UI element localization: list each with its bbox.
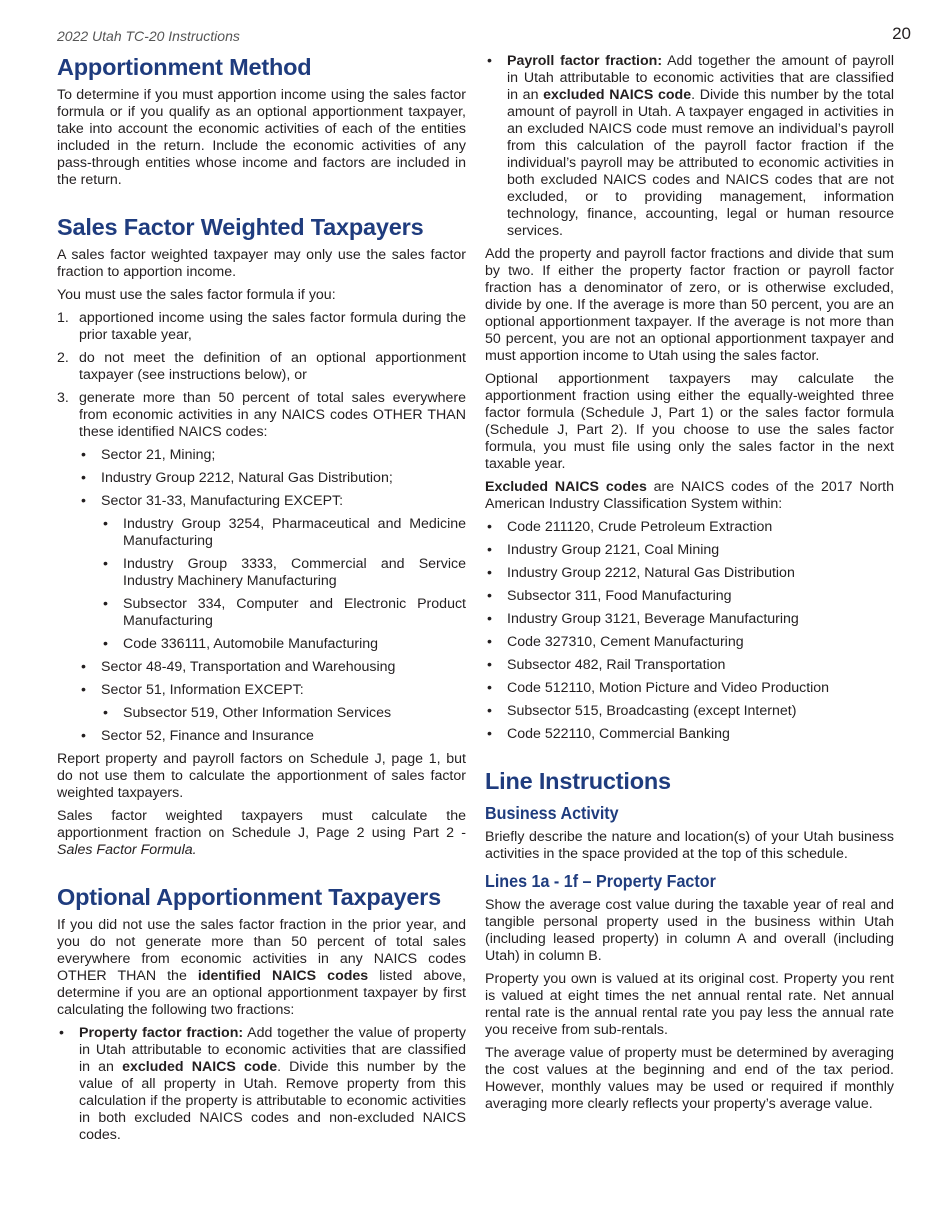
- list-number: 1.: [57, 310, 69, 326]
- list-item: [57, 390, 466, 441]
- excluded-code-bullet: • Subsector 482, Rail Transportation: [487, 657, 726, 673]
- naics-sub-bullet: • Industry Group 3254, Pharmaceutical and Medicine Manufacturing: [103, 516, 466, 549]
- sales-factor-heading: Sales Factor Weighted Taxpayers: [57, 214, 424, 240]
- business-activity-heading: Business Activity: [485, 803, 619, 823]
- list-text: apportioned income using the sales factor formula during the prior taxable year,: [79, 310, 466, 343]
- excluded-code-bullet: • Code 211120, Crude Petroleum Extraction: [487, 519, 773, 535]
- optional-apportionment-paragraph: If you did not use the sales factor fraction in the prior year, and you do not generate more than 50 percent of total sales everywhere from economic activities in any NAICS codes OTHER THAN the identified NAICS codes listed above, determine if you are an optional apportionment taxpayer by first calculating the following two fractions:: [57, 917, 466, 1018]
- naics-sub-bullet: • Subsector 519, Other Information Services: [103, 705, 392, 721]
- page-number: 20: [892, 24, 911, 43]
- apportionment-heading: Apportionment Method: [57, 54, 312, 80]
- sales-factor-intro: You must use the sales factor formula if you:: [57, 287, 336, 303]
- list-text: generate more than 50 percent of total sales everywhere from economic activities in any NAICS codes OTHER THAN these identified NAICS codes:: [79, 390, 466, 440]
- naics-sub-bullet: • Subsector 334, Computer and Electronic Product Manufacturing: [103, 596, 466, 629]
- apportionment-paragraph: To determine if you must apportion income using the sales factor formula or if you qualify as an optional apportionment taxpayer, take into account the economic activities of each of the entities included in the return. Include the economic activities of any pass-through entities whose income and factors are included in the return.: [57, 87, 466, 188]
- left-column: [57, 53, 466, 1150]
- naics-bullet: • Industry Group 2212, Natural Gas Distribution;: [81, 470, 393, 486]
- document-header: 2022 Utah TC-20 Instructions: [57, 28, 240, 44]
- list-number: 3.: [57, 390, 69, 406]
- list-item: [57, 310, 466, 344]
- naics-bullet: • Sector 48-49, Transportation and Warehousing: [81, 659, 396, 675]
- excluded-code-bullet: • Code 522110, Commercial Banking: [487, 726, 730, 742]
- optional-formula-paragraph: Optional apportionment taxpayers may calculate the apportionment fraction using either the equally-weighted three factor formula (Schedule J, Part 1) or the sales factor formula (Schedule J, Part 2). If you choose to use the sales factor formula, you must file using only the sales factor in the next taxable year.: [485, 371, 894, 472]
- naics-bullet: • Sector 52, Finance and Insurance: [81, 728, 314, 744]
- right-column: [485, 53, 894, 1119]
- sales-factor-paragraph: A sales factor weighted taxpayer may only use the sales factor fraction to apportion income.: [57, 247, 466, 280]
- excluded-code-bullet: • Industry Group 3121, Beverage Manufacturing: [487, 611, 799, 627]
- excluded-naics-paragraph: Excluded NAICS codes are NAICS codes of the 2017 North American Industry Classification System within:: [485, 479, 895, 512]
- excluded-code-bullet: • Subsector 311, Food Manufacturing: [487, 588, 732, 604]
- list-item: [57, 350, 466, 384]
- business-activity-paragraph: Briefly describe the nature and location(s) of your Utah business activities in the space provided at the top of this schedule.: [485, 829, 894, 862]
- optional-apportionment-heading: Optional Apportionment Taxpayers: [57, 884, 442, 910]
- sales-factor-calc-paragraph: Sales factor weighted taxpayers must calculate the apportionment fraction on Schedule J, Page 2 using Part 2 - Sales Factor Formula.: [57, 808, 466, 858]
- naics-bullet: • Sector 31-33, Manufacturing EXCEPT:: [81, 493, 344, 509]
- property-average-paragraph: The average value of property must be determined by averaging the cost values at the beginning and end of the tax period. However, monthly values may be used or required if monthly averaging more clearly reflects your property’s average value.: [485, 1045, 894, 1112]
- naics-sub-bullet: • Code 336111, Automobile Manufacturing: [103, 636, 379, 652]
- excluded-code-bullet: • Code 327310, Cement Manufacturing: [487, 634, 744, 650]
- excluded-code-bullet: • Industry Group 2212, Natural Gas Distribution: [487, 565, 795, 581]
- property-factor-heading: Lines 1a - 1f – Property Factor: [485, 871, 716, 891]
- property-factor-paragraph: Show the average cost value during the taxable year of real and tangible personal property used in the business within Utah (including leased property) in column A and overall (including Utah) in column B.: [485, 897, 894, 964]
- naics-bullet: • Sector 21, Mining;: [81, 447, 216, 463]
- average-fraction-paragraph: Add the property and payroll factor fractions and divide that sum by two. If either the property factor fraction or payroll factor fraction has a denominator of zero, or is otherwise excluded, divide by one. If the average is more than 50 percent, you are an optional apportionment taxpayer. If the average is not more than 50 percent, you are not an optional apportionment taxpayer and must apportion income to Utah using the sales factor.: [485, 246, 894, 364]
- naics-sub-bullet: • Industry Group 3333, Commercial and Service Industry Machinery Manufacturing: [103, 556, 466, 589]
- excluded-code-bullet: • Industry Group 2121, Coal Mining: [487, 542, 720, 558]
- property-valuation-paragraph: Property you own is valued at its original cost. Property you rent is valued at eight times the net annual rental rate. Net annual rental rate is the annual rental rate you pay less the annual rate you receive from sub-rentals.: [485, 971, 894, 1038]
- report-factors-paragraph: Report property and payroll factors on Schedule J, page 1, but do not use them to calculate the apportionment of sales factor weighted taxpayers.: [57, 751, 466, 801]
- excluded-code-bullet: • Subsector 515, Broadcasting (except Internet): [487, 703, 797, 719]
- payroll-factor-bullet: • Payroll factor fraction: Add together the amount of payroll in Utah attributable to economic activities that are classified in an excluded NAICS code. Divide this number by the total amount of payroll in Utah. A taxpayer engaged in activities in an excluded NAICS code must remove an individual’s payroll from this calculation of the payroll factor fraction if the individual’s payroll may be attributed to economic activities in both excluded NAICS codes and NAICS codes that are not excluded, or to providing management, information technology, finance, accounting, legal or human resource services.: [487, 53, 894, 239]
- naics-bullet: • Sector 51, Information EXCEPT:: [81, 682, 304, 698]
- excluded-code-bullet: • Code 512110, Motion Picture and Video Production: [487, 680, 830, 696]
- list-text: do not meet the definition of an optional apportionment taxpayer (see instructions below), or: [79, 350, 466, 383]
- line-instructions-heading: Line Instructions: [485, 768, 671, 794]
- list-number: 2.: [57, 350, 69, 366]
- property-factor-bullet: • Property factor fraction: Add together the value of property in Utah attributable to economic activities that are classified in an excluded NAICS code. Divide this number by the value of all property in Utah. Remove property from this calculation if the property is attributable to economic activities in both excluded NAICS codes and non-excluded NAICS codes.: [59, 1025, 466, 1143]
